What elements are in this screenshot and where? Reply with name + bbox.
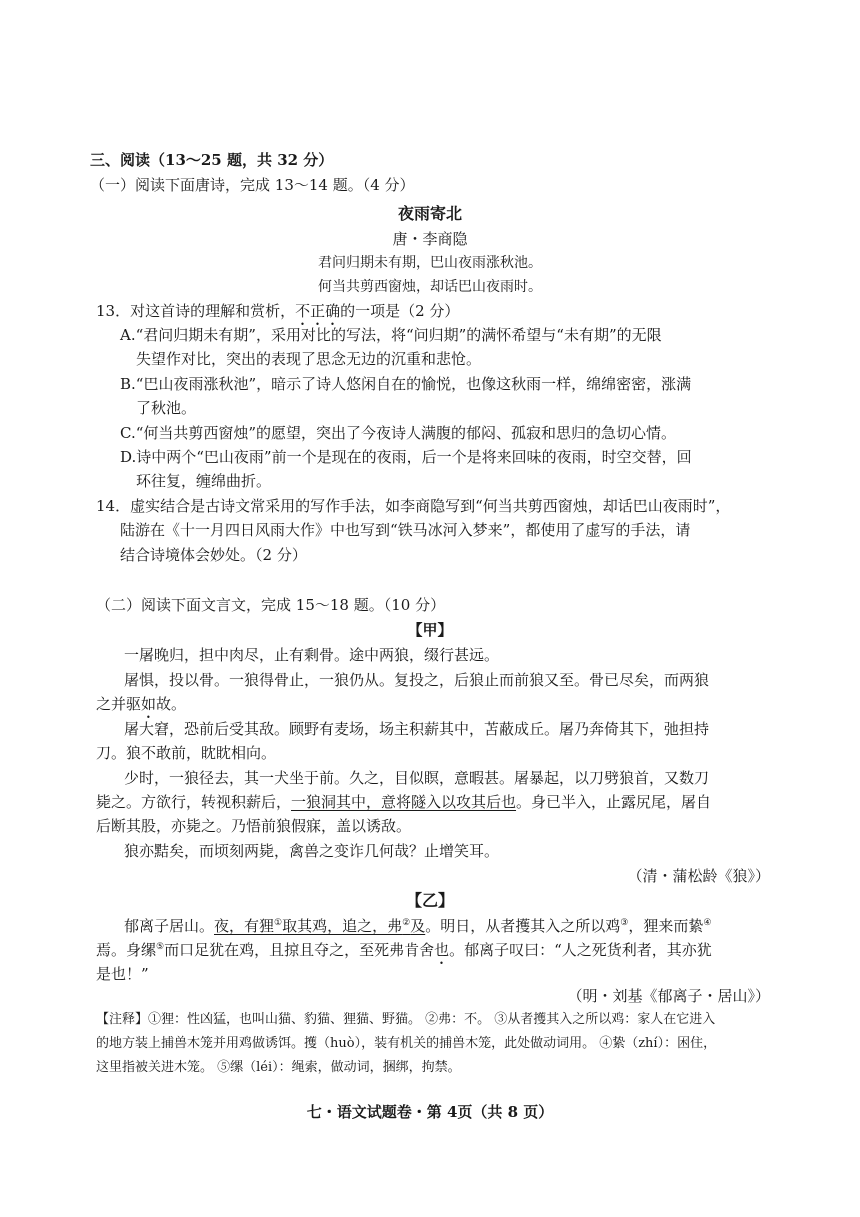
jia-paragraph-3-line-2: 刀。狼不敢前，眈眈相向。 (96, 744, 277, 762)
yi-line-2 (96, 940, 712, 968)
jia-paragraph-1: 一屠晚归，担中肉尽，止有剩骨。途中两狼，缀行甚远。 (124, 646, 500, 664)
note-ref-2: ② (402, 918, 411, 928)
q14-line-1: 14．虚实结合是古诗文常采用的写作手法，如李商隐写到“何当共剪西窗烛，却话巴山夜雨时”， (96, 497, 731, 515)
yi-l2-text-c: 。郁离子叹曰：“人之死货利者，其亦犹 (449, 941, 712, 959)
q13-stem-emphasis: 不正确 (295, 302, 341, 320)
jia-p2-text-a: 之并驱 (96, 695, 142, 713)
jia-paragraph-2-line-2 (96, 694, 186, 722)
annotation-line-2: 的地方装上捕兽木笼并用鸡做诱饵。擭（huò），装有机关的捕兽木笼，此处做动词用。 ④絷（zhí）：困住， (96, 1036, 717, 1051)
jia-p2-dotted-word: 如 (141, 695, 157, 713)
jia-paragraph-4-line-1: 少时，一狼径去，其一犬坐于前。久之，目似瞑，意暇甚。屠暴起，以刀劈狼首，又数刀 (124, 769, 710, 787)
page-footer: 七・语文试题卷・第 4页（共 8 页） (306, 1103, 554, 1121)
note-ref-1: ① (274, 918, 283, 928)
q13-stem-end: 的一项是（2 分） (340, 302, 460, 320)
note-ref-5: ⑤ (156, 942, 165, 952)
jia-source: （清・蒲松龄《狼》） (627, 867, 770, 885)
yi-line-1 (124, 916, 711, 936)
yi-l1-text-a: 郁离子居山。 (124, 917, 215, 935)
jia-paragraph-2-line-1: 屠惧，投以骨。一狼得骨止，一狼仍从。复投之，后狼止而前狼又至。骨已尽矣，而两狼 (124, 671, 710, 689)
part1-instruction: （一）阅读下面唐诗，完成 13～14 题。（4 分） (90, 176, 415, 194)
yi-u1: 夜，有狸 (214, 917, 275, 935)
part2-instruction: （二）阅读下面文言文，完成 15～18 题。（10 分） (96, 596, 446, 614)
q13-option-d-line-2: 环往复，缠绵曲折。 (136, 472, 272, 490)
yi-l1-text-b: 。明日，从者擭其入之所以鸡 (425, 917, 621, 935)
poem-author: 唐・李商隐 (392, 230, 468, 248)
poem-line-2: 何当共剪西窗烛，却话巴山夜雨时。 (318, 279, 542, 295)
note-ref-3: ③ (620, 918, 629, 928)
yi-line-3: 是也！” (96, 965, 149, 983)
q13-option-c: C.“何当共剪西窗烛”的愿望，突出了今夜诗人满腹的郁闷、孤寂和思归的急切心情。 (120, 424, 677, 442)
yi-l2-text-a: 焉。身缧 (96, 941, 157, 959)
jia-p4-text-b: 。身已半入，止露尻尾，屠自 (516, 793, 712, 811)
jia-paragraph-5: 狼亦黠矣，而顷刻两毙，禽兽之变诈几何哉？止增笑耳。 (124, 842, 500, 860)
passage-yi-header: 【乙】 (405, 891, 454, 910)
note-ref-4: ④ (703, 918, 712, 928)
jia-paragraph-4-line-2 (96, 792, 711, 812)
jia-p4-text-a: 毙之。方欲行，转视积薪后， (96, 793, 292, 811)
passage-jia-header: 【甲】 (407, 621, 453, 639)
yi-source: （明・刘基《郁离子・居山》） (567, 987, 770, 1005)
yi-l2-text-b: 而口足犹在鸡，且掠且夺之，至死弗肯舍 (164, 941, 435, 959)
yi-dotted-word: 也 (434, 941, 450, 959)
yi-u3: 及 (410, 917, 426, 935)
q13-stem-start: 13．对这首诗的理解和赏析， (96, 302, 296, 320)
q13-option-b-line-1: B.“巴山夜雨涨秋池”，暗示了诗人悠闲自在的愉悦，也像这秋雨一样，绵绵密密，涨满 (120, 375, 692, 393)
section-title: 三、阅读（13～25 题，共 32 分） (90, 151, 334, 169)
annotation-line-3: 这里指被关进木笼。 ⑤缧（léi）：绳索，做动词，捆绑，拘禁。 (96, 1060, 461, 1075)
jia-paragraph-3-line-1: 屠大窘，恐前后受其敌。顾野有麦场，场主积薪其中，苫蔽成丘。屠乃奔倚其下，弛担持 (124, 720, 710, 738)
annotation-line-1: 【注释】①狸：性凶猛，也叫山猫、豹猫、狸猫、野猫。 ②弗：不。 ③从者擭其入之所以鸡：家人在它进入 (96, 1012, 716, 1027)
q13-option-a-line-1: A.“君问归期未有期”，采用对比的写法，将“问归期”的满怀希望与“未有期”的无限 (120, 326, 662, 344)
poem-title: 夜雨寄北 (397, 204, 462, 223)
yi-u2: 取其鸡，追之，弗 (282, 917, 403, 935)
q14-line-2: 陆游在《十一月四日风雨大作》中也写到“铁马冰河入梦来”，都使用了虚写的手法，请 (120, 521, 691, 539)
jia-paragraph-4-line-3: 后断其股，亦毙之。乃悟前狼假寐，盖以诱敌。 (96, 817, 412, 835)
yi-l1-text-c: ，狸来而絷 (628, 917, 704, 935)
poem-line-1: 君问归期未有期，巴山夜雨涨秋池。 (318, 255, 542, 271)
q13-option-d-line-1: D.诗中两个“巴山夜雨”前一个是现在的夜雨，后一个是将来回味的夜雨，时空交替，回 (120, 448, 692, 466)
jia-p4-underlined-sentence: 一狼洞其中，意将隧入以攻其后也 (291, 793, 517, 811)
q14-line-3: 结合诗境体会妙处。（2 分） (120, 546, 307, 564)
yi-underlined-sentence (214, 917, 425, 935)
q13-option-a-line-2: 失望作对比，突出的表现了思念无边的沉重和悲怆。 (136, 350, 482, 368)
q13-option-b-line-2: 了秋池。 (136, 399, 197, 417)
jia-p2-text-b: 故。 (156, 695, 187, 713)
